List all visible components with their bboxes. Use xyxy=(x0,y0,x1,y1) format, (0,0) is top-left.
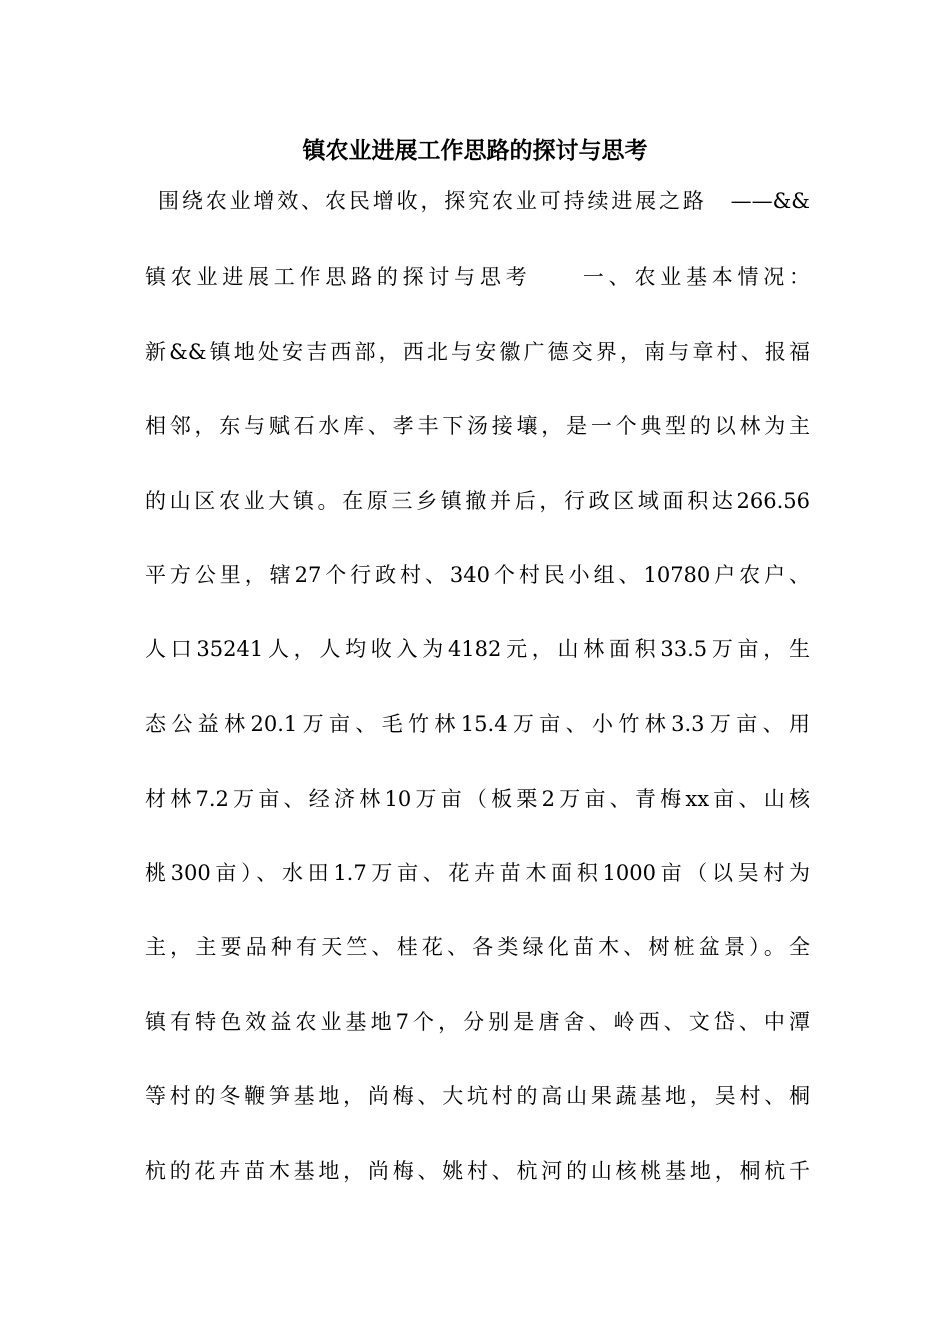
text-line: 新&&镇地处安吉西部，西北与安徽广德交界，南与章村、报福 xyxy=(145,340,810,364)
text-line: 桃300亩）、水田1.7万亩、花卉苗木面积1000亩（以吴村为 xyxy=(145,861,810,885)
text-line: 镇有特色效益农业基地7个，分别是唐舍、岭西、文岱、中潭 xyxy=(145,1010,810,1034)
text-line: 主，主要品种有天竺、桂花、各类绿化苗木、树桩盆景）。全 xyxy=(145,935,810,959)
text-line: 围绕农业增效、农民增收，探究农业可持续进展之路 ——&& xyxy=(158,189,810,213)
text-line: 态公益林20.1万亩、毛竹林15.4万亩、小竹林3.3万亩、用 xyxy=(145,712,810,736)
text-line: 材林7.2万亩、经济林10万亩（板栗2万亩、青梅xx亩、山核 xyxy=(145,787,810,811)
text-line: 相邻，东与赋石水库、孝丰下汤接壤，是一个典型的以林为主 xyxy=(145,414,810,438)
text-line: 人口35241人，人均收入为4182元，山林面积33.5万亩，生 xyxy=(145,637,810,661)
text-line: 等村的冬鞭笋基地，尚梅、大坑村的高山果蔬基地，吴村、桐 xyxy=(145,1084,810,1108)
text-line: 的山区农业大镇。在原三乡镇撤并后，行政区域面积达266.56 xyxy=(145,489,810,513)
text-line: 平方公里，辖27个行政村、340个村民小组、10780户农户、 xyxy=(145,563,810,587)
text-line: 杭的花卉苗木基地，尚梅、姚村、杭河的山核桃基地，桐杭千 xyxy=(145,1159,810,1183)
text-line: 镇农业进展工作思路的探讨与思考 一、农业基本情况： xyxy=(145,265,810,289)
document-title: 镇农业进展工作思路的探讨与思考 xyxy=(302,137,648,164)
